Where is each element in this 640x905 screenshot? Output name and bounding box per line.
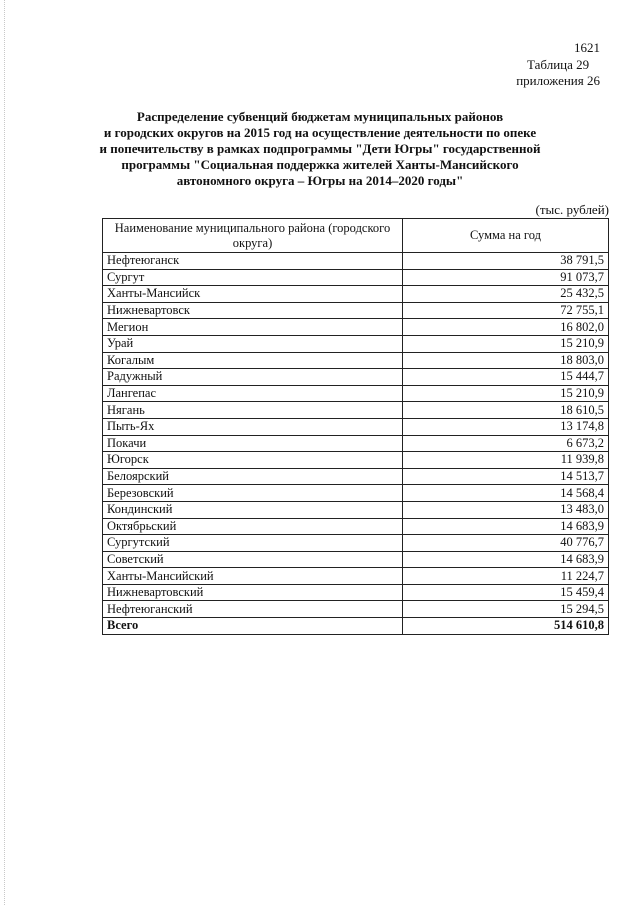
district-name: Нягань (103, 402, 403, 419)
district-name: Сургутский (103, 535, 403, 552)
annual-amount: 15 294,5 (403, 601, 609, 618)
table-row (103, 269, 609, 286)
district-name: Сургут (103, 269, 403, 286)
title-line: программы "Социальная поддержка жителей Ханты-Мансийского (121, 157, 519, 172)
units-label: (тыс. рублей) (535, 202, 609, 217)
table-row (103, 468, 609, 485)
column-header-amount: Сумма на год (403, 219, 609, 253)
annual-amount: 40 776,7 (403, 535, 609, 552)
table-row (103, 535, 609, 552)
scan-margin-line (4, 0, 6, 905)
annual-amount: 16 802,0 (403, 319, 609, 336)
annual-amount: 6 673,2 (403, 435, 609, 452)
annual-amount: 15 444,7 (403, 369, 609, 386)
district-name: Лангепас (103, 385, 403, 402)
annual-amount: 14 513,7 (403, 468, 609, 485)
district-name: Мегион (103, 319, 403, 336)
title-line: и городских округов на 2015 год на осуществление деятельности по опеке (103, 125, 537, 140)
table-row (103, 335, 609, 352)
district-name: Нижневартовский (103, 584, 403, 601)
annual-amount: 15 459,4 (403, 584, 609, 601)
district-name: Югорск (103, 452, 403, 469)
table-row (103, 435, 609, 452)
total-amount: 514 610,8 (403, 618, 609, 635)
district-name: Нижневартовск (103, 302, 403, 319)
table-row (103, 584, 609, 601)
appendix-label: приложения 26 (516, 73, 600, 88)
table-row (103, 369, 609, 386)
annual-amount: 25 432,5 (403, 286, 609, 303)
table-row (103, 418, 609, 435)
annual-amount: 11 224,7 (403, 568, 609, 585)
district-name: Покачи (103, 435, 403, 452)
district-name: Советский (103, 551, 403, 568)
table-row (103, 385, 609, 402)
page-number: 1621 (574, 40, 600, 55)
table-row (103, 452, 609, 469)
subsidy-table (102, 218, 609, 635)
table-row (103, 551, 609, 568)
table-label: Таблица 29 (527, 57, 590, 72)
table-row (103, 568, 609, 585)
district-name: Березовский (103, 485, 403, 502)
annual-amount: 14 683,9 (403, 551, 609, 568)
annual-amount: 18 803,0 (403, 352, 609, 369)
document-title (90, 109, 550, 189)
column-header-name: Наименование муниципального района (городского округа) (103, 219, 403, 253)
annual-amount: 72 755,1 (403, 302, 609, 319)
district-name: Октябрьский (103, 518, 403, 535)
total-label: Всего (103, 618, 403, 635)
district-name: Ханты-Мансийск (103, 286, 403, 303)
annual-amount: 13 174,8 (403, 418, 609, 435)
table-row (103, 352, 609, 369)
table-header-row (103, 219, 609, 253)
district-name: Нефтеюганск (103, 253, 403, 270)
table-row (103, 286, 609, 303)
table-row (103, 402, 609, 419)
district-name: Урай (103, 335, 403, 352)
title-line: Распределение субвенций бюджетам муниципальных районов (136, 109, 504, 124)
annual-amount: 18 610,5 (403, 402, 609, 419)
annual-amount: 38 791,5 (403, 253, 609, 270)
title-line: и попечительству в рамках подпрограммы "Дети Югры" государственной (99, 141, 541, 156)
annual-amount: 15 210,9 (403, 385, 609, 402)
annual-amount: 14 683,9 (403, 518, 609, 535)
table-row (103, 518, 609, 535)
district-name: Нефтеюганский (103, 601, 403, 618)
district-name: Пыть-Ях (103, 418, 403, 435)
district-name: Когалым (103, 352, 403, 369)
district-name: Белоярский (103, 468, 403, 485)
table-row (103, 501, 609, 518)
title-line: автономного округа – Югры на 2014–2020 годы" (176, 173, 464, 188)
table-row (103, 319, 609, 336)
annual-amount: 13 483,0 (403, 501, 609, 518)
table-row (103, 601, 609, 618)
table-row (103, 302, 609, 319)
table-reference (516, 57, 600, 89)
annual-amount: 11 939,8 (403, 452, 609, 469)
district-name: Радужный (103, 369, 403, 386)
district-name: Ханты-Мансийский (103, 568, 403, 585)
annual-amount: 91 073,7 (403, 269, 609, 286)
annual-amount: 14 568,4 (403, 485, 609, 502)
total-row (103, 618, 609, 635)
table-row (103, 253, 609, 270)
table-body (103, 253, 609, 635)
district-name: Кондинский (103, 501, 403, 518)
annual-amount: 15 210,9 (403, 335, 609, 352)
table-row (103, 485, 609, 502)
